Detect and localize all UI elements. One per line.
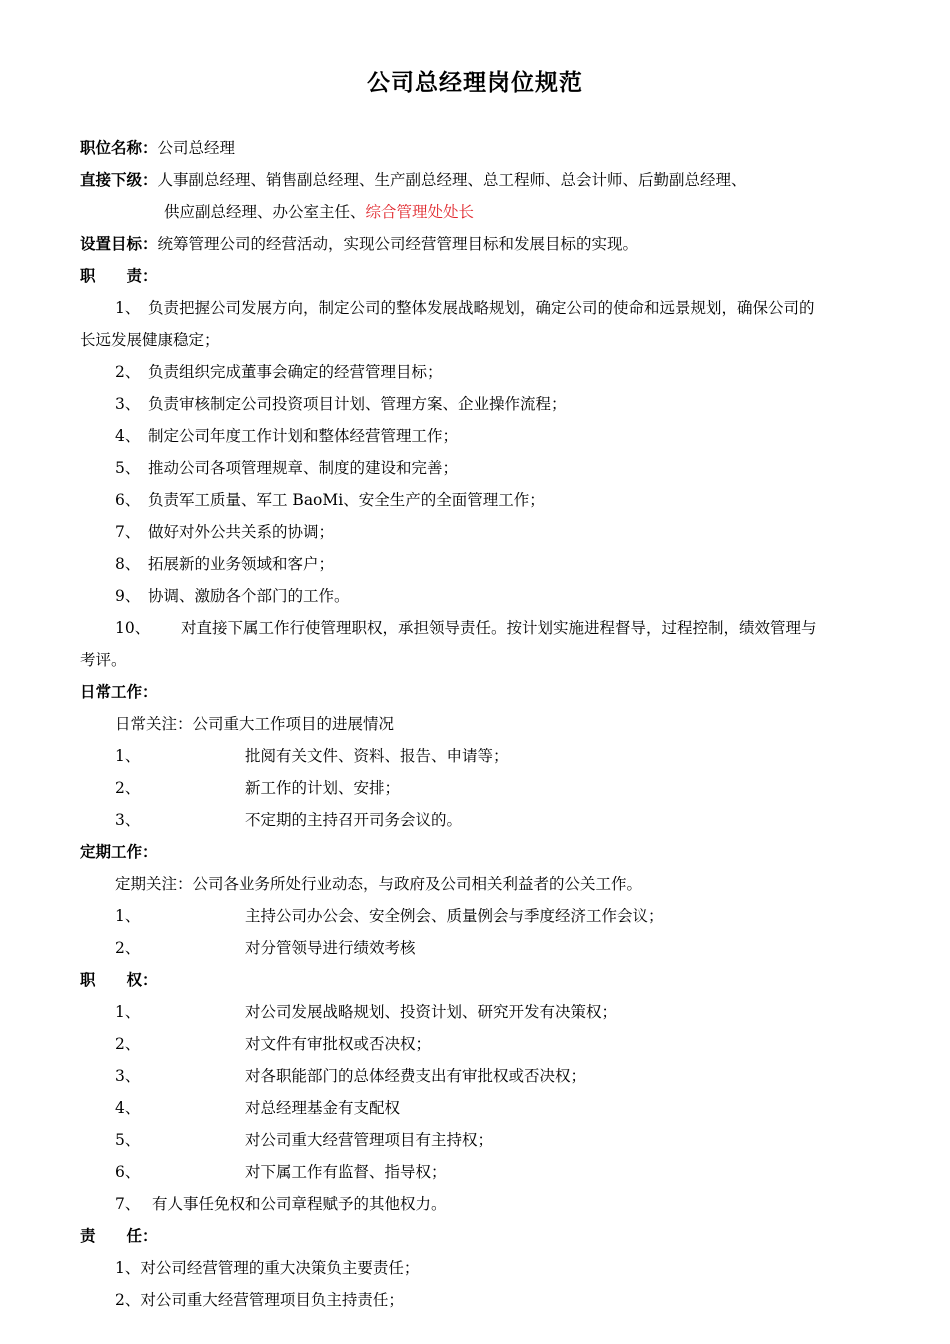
periodic-focus: 定期关注：公司各业务所处行业动态，与政府及公司相关利益者的公关工作。 — [115, 875, 643, 893]
duty-item — [115, 554, 334, 574]
periodic-number: 1、 — [115, 907, 141, 925]
authority-item — [115, 1162, 447, 1182]
periodic-number: 2、 — [115, 939, 141, 957]
position-row — [80, 138, 235, 158]
duty-item — [115, 586, 350, 606]
subordinates-row-2 — [164, 202, 474, 222]
authority-item — [115, 1098, 400, 1118]
duty-item — [115, 298, 815, 318]
daily-number: 3、 — [115, 811, 141, 829]
daily-number: 1、 — [115, 747, 141, 765]
duty-number: 5、 — [115, 459, 141, 477]
authority-number: 6、 — [115, 1163, 141, 1181]
duty-item — [115, 490, 545, 510]
duty-item-continuation: 长远发展健康稳定； — [80, 331, 220, 349]
goal-value: 统筹管理公司的经营活动，实现公司经营管理目标和发展目标的实现。 — [157, 235, 639, 253]
responsibility-item: 1、对公司经营管理的重大决策负主要责任； — [115, 1259, 420, 1277]
periodic-item — [115, 906, 664, 926]
periodic-heading: 定期工作： — [80, 843, 158, 861]
periodic-item — [115, 938, 416, 958]
duty-text: 拓展新的业务领域和客户； — [148, 555, 335, 573]
goal-row — [80, 234, 638, 254]
authority-item — [115, 1002, 617, 1022]
duty-item — [115, 394, 567, 414]
duty-number: 6、 — [115, 491, 141, 509]
authority-item — [115, 1130, 493, 1150]
daily-item — [115, 810, 462, 830]
authority-item — [115, 1034, 431, 1054]
duty-text: 推动公司各项管理规章、制度的建设和完善； — [148, 459, 459, 477]
duties-heading: 职 责： — [80, 267, 158, 285]
subordinates-row — [80, 170, 747, 190]
authority-text: 对各职能部门的总体经费支出有审批权或否决权； — [245, 1067, 587, 1085]
duty-number: 10、 — [115, 619, 151, 637]
duty-item — [115, 618, 817, 638]
daily-focus: 日常关注：公司重大工作项目的进展情况 — [115, 715, 395, 733]
duty-text: 协调、激励各个部门的工作。 — [148, 587, 350, 605]
daily-heading: 日常工作： — [80, 683, 158, 701]
authority-item — [115, 1194, 447, 1214]
duty-text: 对直接下属工作行使管理职权，承担领导责任。按计划实施进程督导，过程控制，绩效管理与 — [181, 619, 817, 637]
authority-number: 5、 — [115, 1131, 141, 1149]
authority-text: 对公司发展战略规划、投资计划、研究开发有决策权； — [245, 1003, 618, 1021]
authority-text: 对公司重大经营管理项目有主持权； — [245, 1131, 494, 1149]
position-value: 公司总经理 — [157, 139, 236, 157]
subordinates-line1: 人事副总经理、销售副总经理、生产副总经理、总工程师、总会计师、后勤副总经理、 — [157, 171, 747, 189]
duty-number: 9、 — [115, 587, 141, 605]
daily-text: 不定期的主持召开司务会议的。 — [245, 811, 463, 829]
authority-text: 有人事任免权和公司章程赋予的其他权力。 — [152, 1195, 447, 1213]
duty-item — [115, 426, 458, 446]
duty-number: 2、 — [115, 363, 141, 381]
page-title: 公司总经理岗位规范 — [367, 70, 583, 96]
duty-text: 负责军工质量、军工 BaoMi、安全生产的全面管理工作； — [148, 491, 545, 509]
duty-text: 负责审核制定公司投资项目计划、管理方案、企业操作流程； — [148, 395, 567, 413]
goal-label: 设置目标： — [80, 235, 158, 253]
daily-text: 新工作的计划、安排； — [245, 779, 401, 797]
duty-item — [115, 522, 334, 542]
duty-number: 3、 — [115, 395, 141, 413]
authority-number: 2、 — [115, 1035, 141, 1053]
authority-heading: 职 权： — [80, 971, 158, 989]
authority-number: 7、 — [115, 1195, 141, 1213]
subordinates-label: 直接下级： — [80, 171, 158, 189]
duty-item — [115, 458, 458, 478]
daily-number: 2、 — [115, 779, 141, 797]
authority-text: 对下属工作有监督、指导权； — [245, 1163, 447, 1181]
duty-number: 1、 — [115, 299, 141, 317]
responsibility-item: 2、对公司重大经营管理项目负主持责任； — [115, 1291, 404, 1309]
duty-text: 负责组织完成董事会确定的经营管理目标； — [148, 363, 443, 381]
duty-text: 做好对外公共关系的协调； — [148, 523, 335, 541]
authority-item — [115, 1066, 586, 1086]
subordinates-line2: 供应副总经理、办公室主任、 — [164, 203, 366, 221]
authority-text: 对总经理基金有支配权 — [245, 1099, 401, 1117]
duty-number: 7、 — [115, 523, 141, 541]
periodic-text: 对分管领导进行绩效考核 — [245, 939, 416, 957]
duty-item — [115, 362, 443, 382]
authority-number: 4、 — [115, 1099, 141, 1117]
authority-number: 3、 — [115, 1067, 141, 1085]
duty-text: 制定公司年度工作计划和整体经营管理工作； — [148, 427, 459, 445]
position-label: 职位名称： — [80, 139, 158, 157]
responsibility-heading: 责 任： — [80, 1227, 158, 1245]
daily-text: 批阅有关文件、资料、报告、申请等； — [245, 747, 509, 765]
daily-item — [115, 746, 509, 766]
authority-number: 1、 — [115, 1003, 141, 1021]
periodic-text: 主持公司办公会、安全例会、质量例会与季度经济工作会议； — [245, 907, 664, 925]
duty-item-continuation: 考评。 — [80, 651, 127, 669]
authority-text: 对文件有审批权或否决权； — [245, 1035, 432, 1053]
subordinates-line2-highlight: 综合管理处处长 — [365, 203, 475, 221]
duty-text: 负责把握公司发展方向，制定公司的整体发展战略规划，确定公司的使命和远景规划，确保公司的 — [148, 299, 815, 317]
duty-number: 4、 — [115, 427, 141, 445]
daily-item — [115, 778, 400, 798]
duty-number: 8、 — [115, 555, 141, 573]
